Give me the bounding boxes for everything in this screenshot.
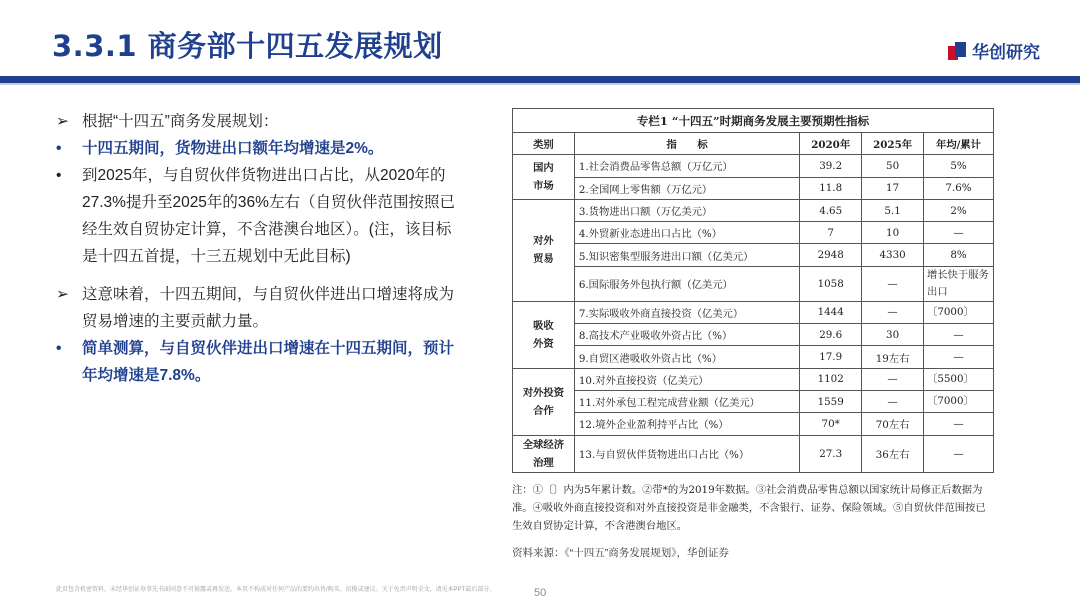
indicator-cell: 12.境外企业盈利持平占比（%） [574, 413, 799, 435]
indicator-cell: 7.实际吸收外商直接投资（亿美元） [574, 301, 799, 323]
value-cell: — [924, 435, 994, 472]
category-cell: 对外 贸易 [513, 199, 575, 301]
value-cell: — [924, 346, 994, 368]
indicator-cell: 6.国际服务外包执行额（亿美元） [574, 266, 799, 301]
value-cell: — [862, 390, 924, 412]
value-cell: — [862, 266, 924, 301]
value-cell: 〔7000〕 [924, 390, 994, 412]
value-cell: 19左右 [862, 346, 924, 368]
list-item: ➢ 根据“十四五”商务发展规划： [56, 108, 456, 135]
value-cell: 11.8 [800, 177, 862, 199]
column-header: 2020年 [800, 133, 862, 155]
value-cell: — [862, 368, 924, 390]
indicator-cell: 9.自贸区港吸收外资占比（%） [574, 346, 799, 368]
table-row [513, 244, 994, 266]
value-cell: 39.2 [800, 155, 862, 177]
category-cell: 吸收 外资 [513, 301, 575, 368]
dot-bullet-icon: • [56, 340, 62, 357]
value-cell: — [924, 222, 994, 244]
value-cell: 1559 [800, 390, 862, 412]
table-row [513, 155, 994, 177]
logo-mark-icon [948, 42, 966, 60]
table-row [513, 413, 994, 435]
list-item: ➢ 这意味着，十四五期间，与自贸伙伴进出口增速将成为贸易增速的主要贡献力量。 [56, 281, 456, 335]
column-header: 指 标 [574, 133, 799, 155]
indicator-table-panel [512, 108, 994, 560]
value-cell: 30 [862, 324, 924, 346]
bullet-list [56, 108, 456, 389]
value-cell: 〔5500〕 [924, 368, 994, 390]
arrow-bullet-icon: ➢ [56, 113, 69, 130]
value-cell: 5.1 [862, 199, 924, 221]
table-row [513, 346, 994, 368]
value-cell: 10 [862, 222, 924, 244]
table-row [513, 301, 994, 323]
indicator-cell: 13.与自贸伙伴货物进出口占比（%） [574, 435, 799, 472]
column-header: 年均/累计 [924, 133, 994, 155]
value-cell: 4330 [862, 244, 924, 266]
source-note: 资料来源：《“十四五”商务发展规划》，华创证券 [512, 546, 729, 559]
arrow-bullet-icon: ➢ [56, 286, 69, 303]
table-row [513, 222, 994, 244]
table-row [513, 324, 994, 346]
column-header: 类别 [513, 133, 575, 155]
dot-bullet-icon: • [56, 140, 62, 157]
value-cell: 8% [924, 244, 994, 266]
value-cell: 5% [924, 155, 994, 177]
value-cell: 4.65 [800, 199, 862, 221]
indicator-cell: 1.社会消费品零售总额（万亿元） [574, 155, 799, 177]
list-item: • 到2025年，与自贸伙伴货物进出口占比，从2020年的27.3%提升至2025年的36%左右（自贸伙伴范围按照已经生效自贸协定计算，不含港澳台地区）。(注，该目标是十四五首提，十三五规划中无此目标) [56, 162, 456, 270]
footer-disclaimer: 此页包含机密资料，未经华创证券事先书面同意不可披露或再发送。本页不构成对任何产品的要约出售/购买、招揽或建议。关于免责声明全文，请见本PPT最后部分。 [56, 587, 496, 593]
value-cell: 70* [800, 413, 862, 435]
logo [948, 38, 1040, 63]
value-cell: 7.6% [924, 177, 994, 199]
table-row [513, 177, 994, 199]
value-cell: 29.6 [800, 324, 862, 346]
value-cell: 70左右 [862, 413, 924, 435]
value-cell: 增长快于服务出口 [924, 266, 994, 301]
indicator-cell: 4.外贸新业态进出口占比（%） [574, 222, 799, 244]
list-item-highlight: • 十四五期间，货物进出口额年均增速是2%。 [56, 135, 456, 162]
category-cell: 国内 市场 [513, 155, 575, 200]
value-cell: 〔7000〕 [924, 301, 994, 323]
table-row [513, 368, 994, 390]
value-cell: 17 [862, 177, 924, 199]
logo-text: 华创研究 [972, 43, 1040, 63]
value-cell: 1102 [800, 368, 862, 390]
value-cell: — [924, 324, 994, 346]
value-cell: 1444 [800, 301, 862, 323]
dot-bullet-icon: • [56, 167, 62, 184]
value-cell: 17.9 [800, 346, 862, 368]
value-cell: 36左右 [862, 435, 924, 472]
indicator-table [512, 108, 994, 473]
page-number: 50 [534, 587, 547, 599]
list-item-highlight: • 简单测算，与自贸伙伴进出口增速在十四五期间，预计年均增速是7.8%。 [56, 335, 456, 389]
value-cell: — [924, 413, 994, 435]
value-cell: 27.3 [800, 435, 862, 472]
value-cell: — [862, 301, 924, 323]
indicator-cell: 8.高技术产业吸收外资占比（%） [574, 324, 799, 346]
value-cell: 1058 [800, 266, 862, 301]
indicator-cell: 10.对外直接投资（亿美元） [574, 368, 799, 390]
table-caption: 专栏1 “十四五”时期商务发展主要预期性指标 [513, 109, 994, 133]
value-cell: 7 [800, 222, 862, 244]
table-header-row [513, 133, 994, 155]
value-cell: 2% [924, 199, 994, 221]
indicator-cell: 11.对外承包工程完成营业额（亿美元） [574, 390, 799, 412]
table-row [513, 199, 994, 221]
header-divider-shadow [0, 83, 1080, 85]
category-cell: 对外投资 合作 [513, 368, 575, 435]
header-divider [0, 76, 1080, 83]
value-cell: 2948 [800, 244, 862, 266]
table-row [513, 435, 994, 472]
table-row [513, 390, 994, 412]
column-header: 2025年 [862, 133, 924, 155]
indicator-cell: 3.货物进出口额（万亿美元） [574, 199, 799, 221]
table-row [513, 266, 994, 301]
table-notes: 注：①〔〕内为5年累计数。②带*的为2019年数据。③社会消费品零售总额以国家统计局修正后数据为准。④吸收外商直接投资和对外直接投资是非金融类，不含银行、证券、保险领域。⑤自贸伙伴范围按已生效自贸协定计算，不含港澳台地区。 [512, 483, 986, 532]
value-cell: 50 [862, 155, 924, 177]
page-title: 3.3.1 商务部十四五发展规划 [52, 29, 443, 63]
indicator-cell: 5.知识密集型服务进出口额（亿美元） [574, 244, 799, 266]
category-cell: 全球经济 治理 [513, 435, 575, 472]
indicator-cell: 2.全国网上零售额（万亿元） [574, 177, 799, 199]
